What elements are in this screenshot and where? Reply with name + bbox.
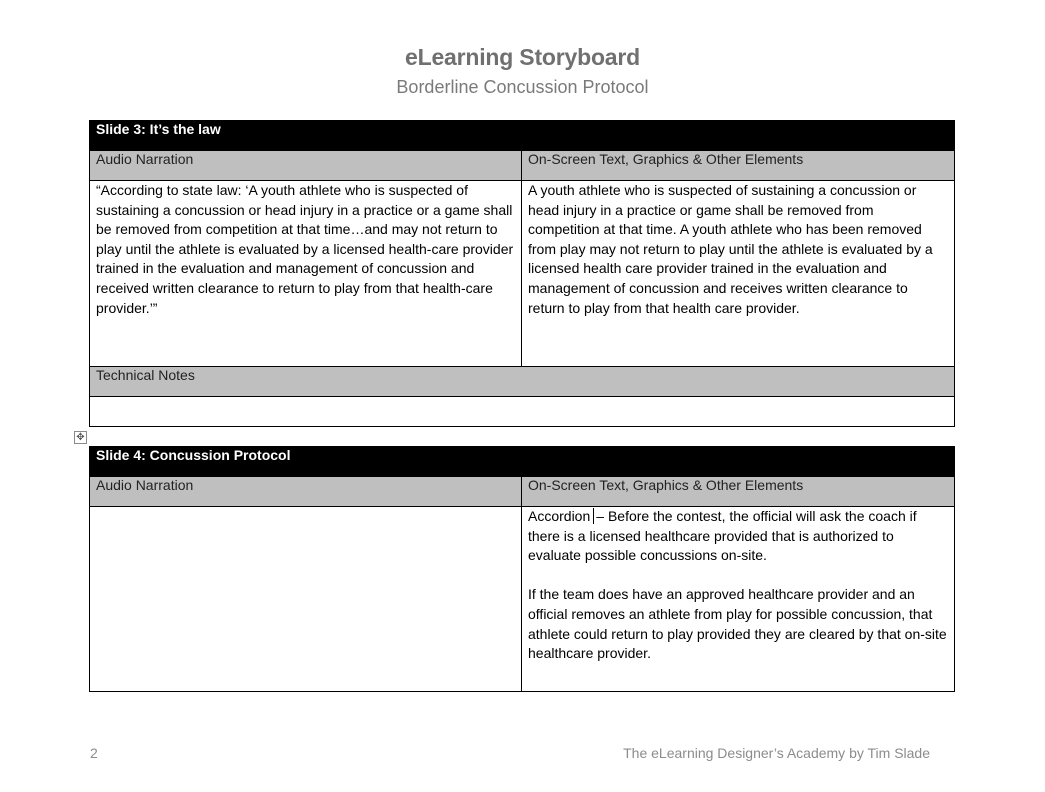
technical-notes-cell[interactable]: [90, 397, 955, 427]
onscreen-paragraph-1: [528, 507, 948, 566]
audio-narration-label[interactable]: Audio Narration: [90, 151, 522, 181]
content-row: [90, 181, 955, 367]
slide-4-table: [89, 446, 955, 692]
onscreen-text-label[interactable]: On-Screen Text, Graphics & Other Elements: [522, 477, 955, 507]
onscreen-text-cell[interactable]: [522, 507, 955, 692]
audio-narration-cell[interactable]: [90, 507, 522, 692]
column-label-row: [90, 151, 955, 181]
audio-narration-label[interactable]: Audio Narration: [90, 477, 522, 507]
footer-credit: The eLearning Designer’s Academy by Tim Slade: [623, 745, 930, 761]
onscreen-paragraph-2: If the team does have an approved healthcare provider and an official removes an athlete from play for possible concussion, that athlete could return to play provided they are cleared by that on-site healthcare provider.: [528, 586, 947, 662]
move-arrows-icon[interactable]: ✥: [74, 431, 87, 444]
slide-header-row: [90, 121, 955, 151]
document-subtitle: Borderline Concussion Protocol: [396, 77, 649, 97]
slide-header-row: [90, 447, 955, 477]
technical-notes-row: [90, 397, 955, 427]
slide-3-header[interactable]: Slide 3: It’s the law: [90, 121, 955, 151]
text-cursor: [593, 508, 594, 524]
onscreen-text-label[interactable]: On-Screen Text, Graphics & Other Elements: [522, 151, 955, 181]
document-title: eLearning Storyboard: [405, 44, 640, 70]
technical-notes-label[interactable]: Technical Notes: [90, 367, 955, 397]
page-number: 2: [90, 745, 98, 761]
onscreen-text-cell[interactable]: A youth athlete who is suspected of sustaining a concussion or head injury in a practice or game shall be removed from competition at that time. A youth athlete who has been removed from play may not return to play until the athlete is evaluated by a licensed health care provider trained in the evaluation and management of concussion and receives written clearance to return to play from that health care provider.: [522, 181, 955, 367]
slide-4-header[interactable]: Slide 4: Concussion Protocol: [90, 447, 955, 477]
content-row: [90, 507, 955, 692]
column-label-row: [90, 477, 955, 507]
accordion-label: Accordion: [528, 508, 591, 524]
technical-notes-label-row: [90, 367, 955, 397]
slide-3-table: [89, 120, 955, 427]
accordion-description: – Before the contest, the official will ask the coach if there is a licensed healthcare provided that is authorized to evaluate possible concussions on-site.: [528, 508, 917, 564]
audio-narration-cell[interactable]: “According to state law: ‘A youth athlete who is suspected of sustaining a concussion or head injury in a practice or a game shall be removed from competition at that time…and may not return to play until the athlete is evaluated by a licensed health-care provider trained in the evaluation and management of concussion and received written clearance to return to play from that health-care provider.’”: [90, 181, 522, 367]
